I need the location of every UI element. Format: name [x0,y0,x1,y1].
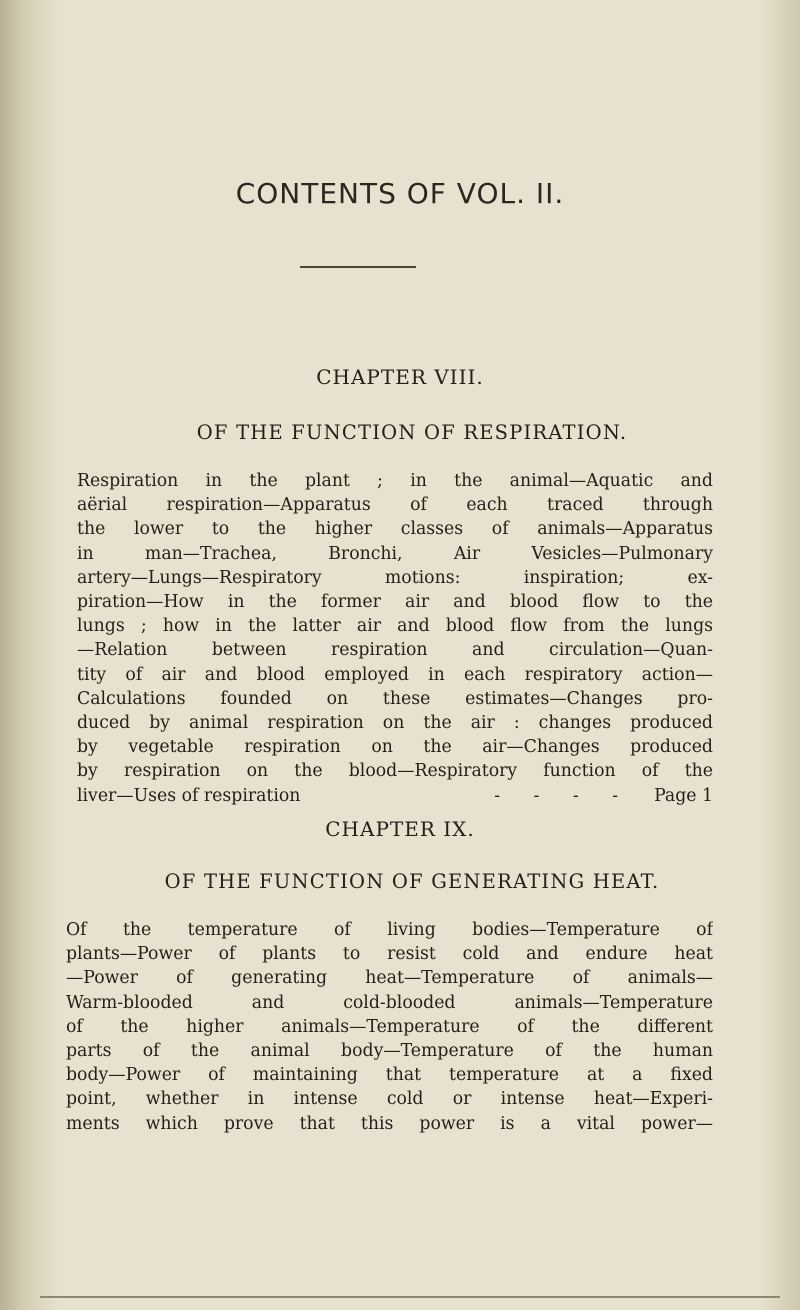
synopsis-line: in man—Trachea, Bronchi, Air Vesicles—Pulmonary [77,543,713,564]
chapter-synopsis [77,469,713,808]
synopsis-line: aërial respiration—Apparatus of each traced through [77,495,713,516]
synopsis-line: duced by animal respiration on the air : changes produced [77,713,713,734]
synopsis-line: Warm-blooded and cold-blooded animals—Temperature [66,992,713,1013]
page-title: CONTENTS OF VOL. II. [235,177,565,210]
synopsis-line: —Relation between respiration and circulation—Quan- [77,640,713,661]
page-bottom-edge [40,1296,780,1298]
synopsis-line: parts of the animal body—Temperature of the human [66,1041,713,1062]
chapter-synopsis [66,918,713,1136]
synopsis-line: lungs ; how in the latter air and blood flow from the lungs [77,616,713,637]
synopsis-line: the lower to the higher classes of animals—Apparatus [77,519,713,540]
chapter-title: OF THE FUNCTION OF RESPIRATION. [196,421,628,444]
synopsis-line: Of the temperature of living bodies—Temperature of [66,920,713,940]
title-divider [300,266,416,268]
synopsis-line: by respiration on the blood—Respiratory function of the [77,761,713,782]
synopsis-line: Respiration in the plant ; in the animal—Aquatic and [77,471,713,491]
synopsis-line: piration—How in the former air and blood flow to the [77,592,713,613]
synopsis-line: tity of air and blood employed in each respiratory action— [77,664,713,685]
chapter-heading: CHAPTER IX. [325,817,475,841]
synopsis-line: liver—Uses of respiration [77,785,301,806]
synopsis-line: Calculations founded on these estimates—Changes pro- [77,688,713,709]
synopsis-line: —Power of generating heat—Temperature of animals— [66,968,713,989]
page-reference: Page 1 [654,785,713,806]
chapter-title: OF THE FUNCTION OF GENERATING HEAT. [164,870,660,893]
chapter-heading: CHAPTER VIII. [316,365,484,389]
synopsis-line: body—Power of maintaining that temperature at a fixed [66,1065,713,1086]
synopsis-line: ments which prove that this power is a vital power— [66,1113,713,1134]
synopsis-line: point, whether in intense cold or intense heat—Experi- [66,1089,713,1110]
synopsis-last-line [77,784,713,808]
synopsis-line: artery—Lungs—Respiratory motions: inspiration; ex- [77,567,713,588]
leader-dashes: - - - - [494,785,633,806]
synopsis-line: plants—Power of plants to resist cold and endure heat [66,944,713,965]
synopsis-line: by vegetable respiration on the air—Changes produced [77,737,713,758]
synopsis-line: of the higher animals—Temperature of the different [66,1016,713,1037]
